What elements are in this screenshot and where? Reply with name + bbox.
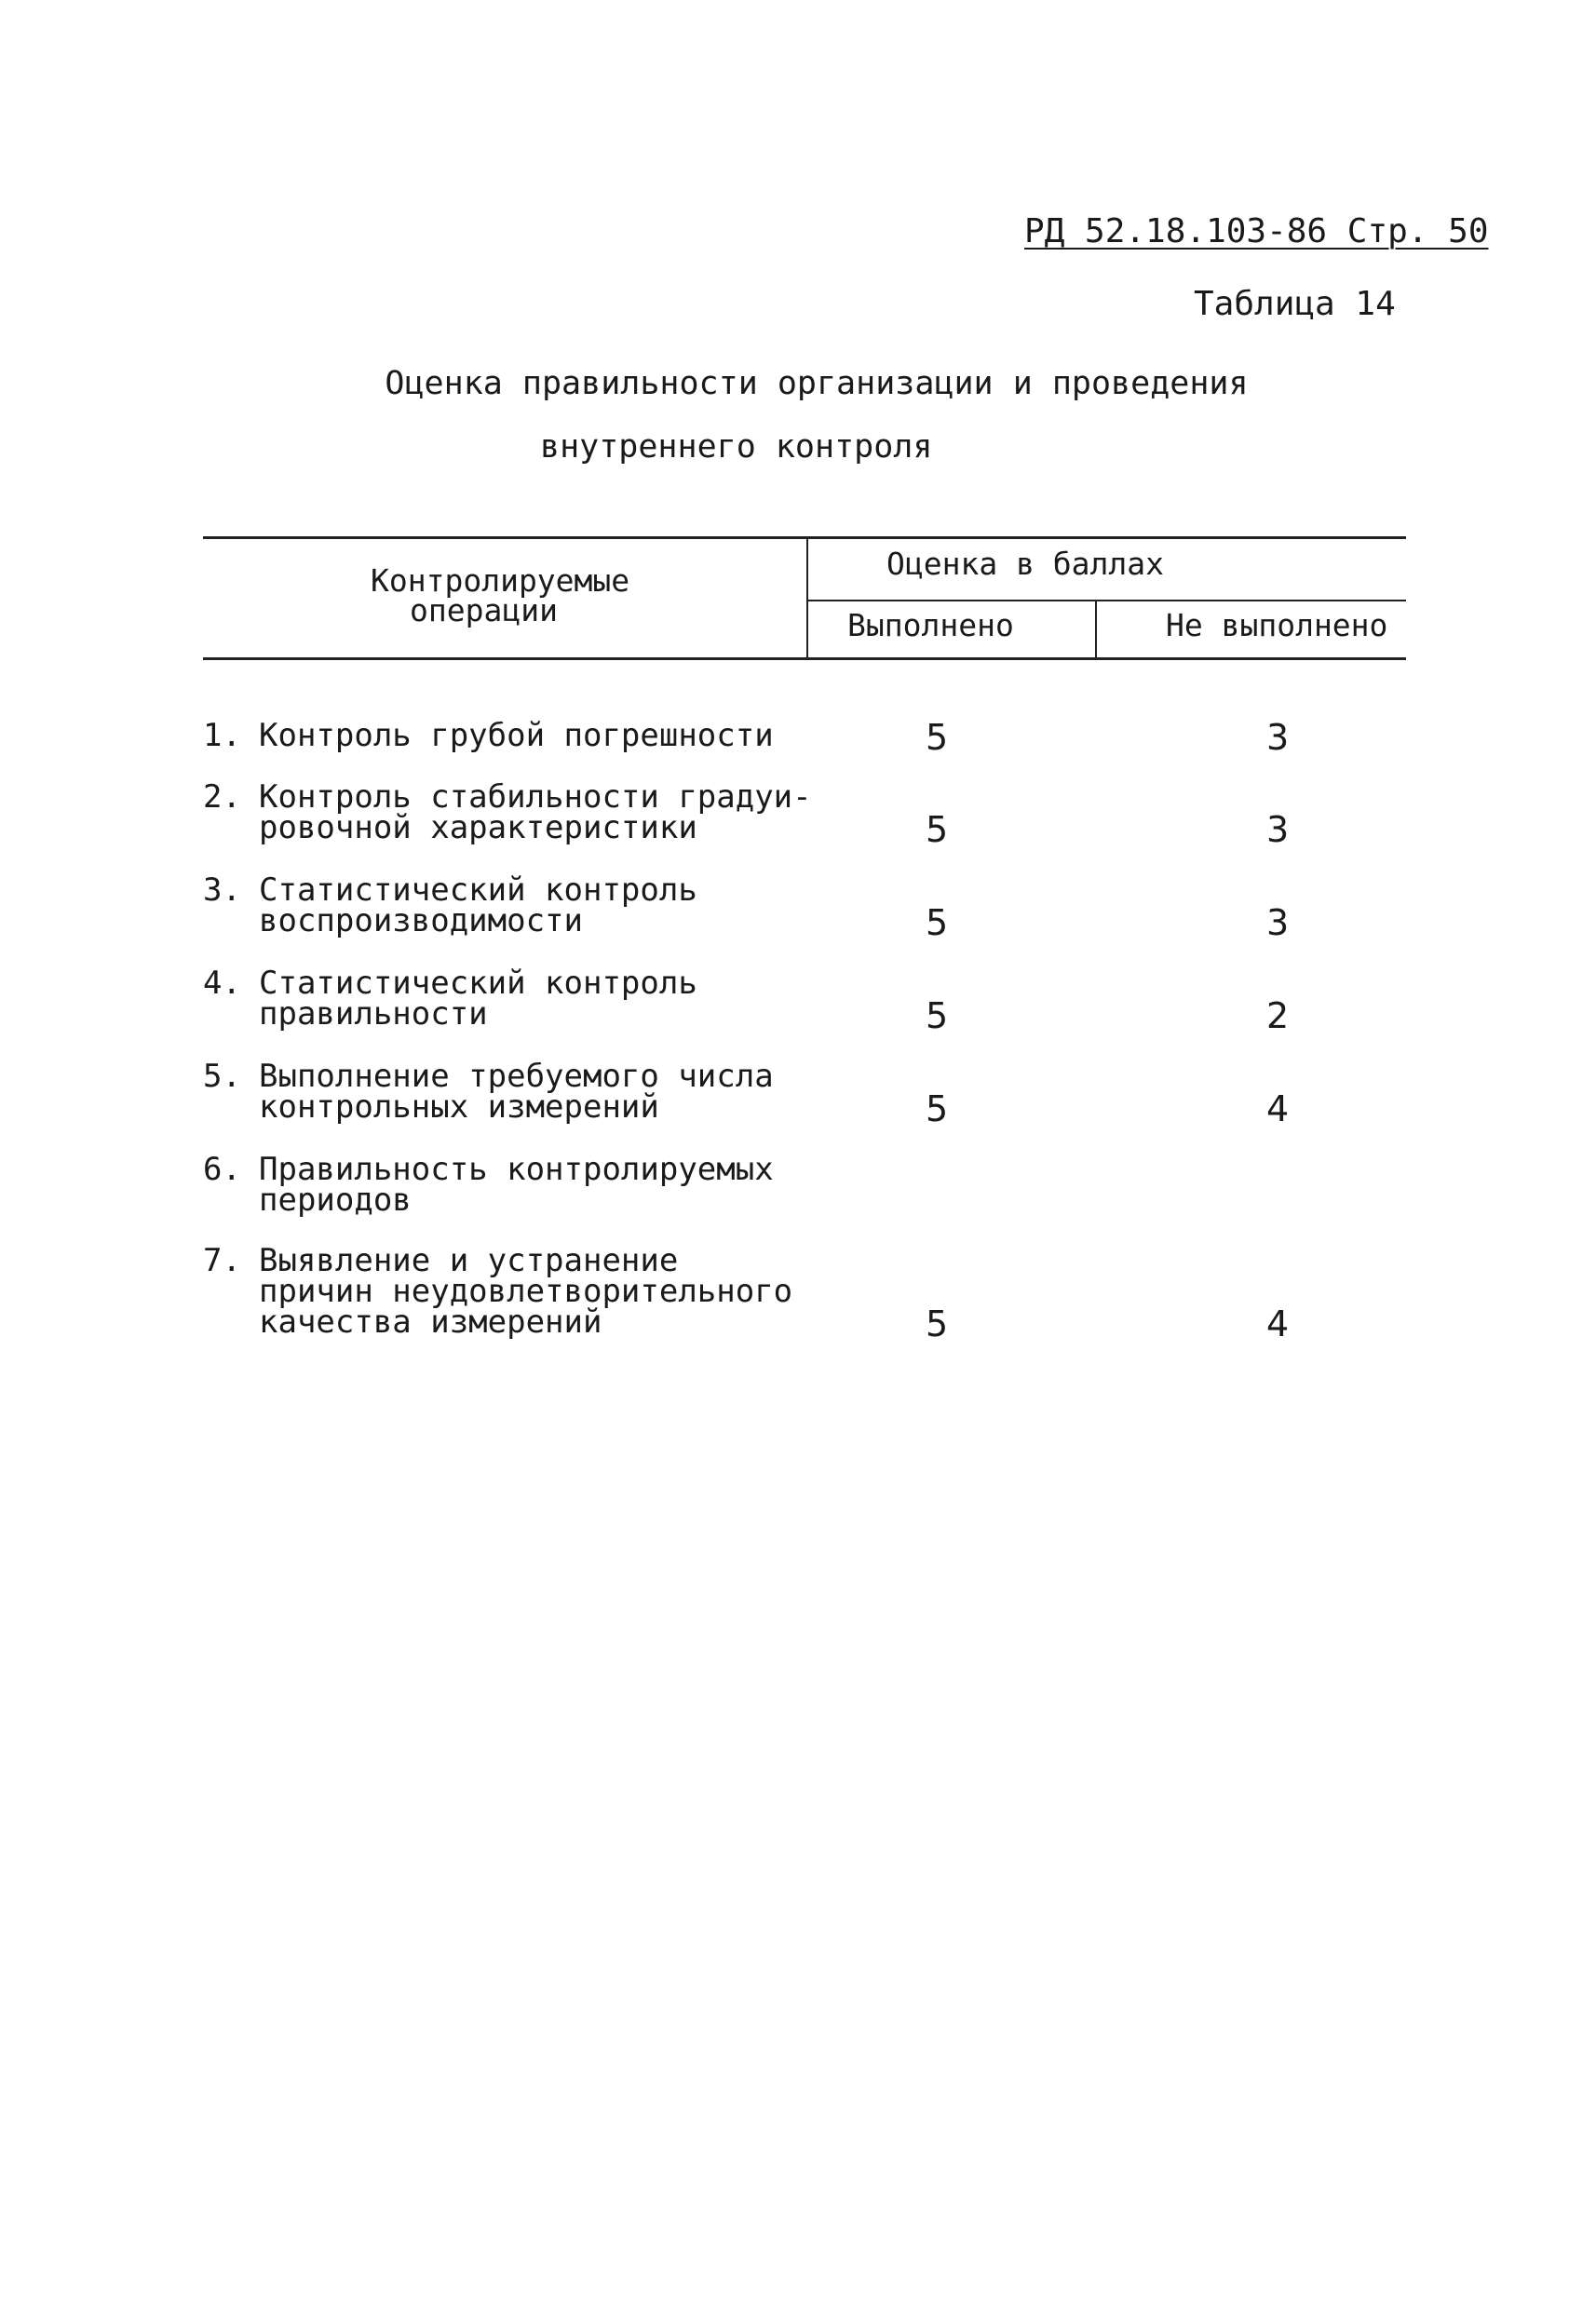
header-bottom-rule	[203, 657, 1406, 660]
score-group-rule	[808, 600, 1406, 601]
score-done: 5	[926, 1088, 949, 1129]
score-not-done: 3	[1266, 717, 1290, 758]
column-divider-operations	[806, 538, 808, 659]
table-title-line-2: внутреннего контроля	[540, 428, 933, 466]
header-operations-line-2: операции	[410, 592, 558, 628]
score-not-done: 3	[1266, 809, 1290, 850]
header-operations-line-1: Контролируемые	[371, 562, 630, 599]
row-operation-text: Выполнение требуемого числа	[259, 1058, 774, 1095]
score-done: 5	[926, 809, 949, 850]
row-number: 4.	[203, 965, 241, 1002]
row-number: 6.	[203, 1151, 241, 1188]
document-reference: РД 52.18.103-86 Стр. 50	[1024, 212, 1489, 250]
score-not-done: 4	[1266, 1088, 1290, 1129]
table-number-label: Таблица 14	[1194, 285, 1396, 323]
score-not-done: 4	[1266, 1303, 1290, 1344]
row-number: 1.	[203, 717, 241, 754]
row-operation-text: качества измерений	[259, 1303, 602, 1341]
score-done: 5	[926, 902, 949, 943]
row-operation-text: воспроизводимости	[259, 902, 583, 939]
score-not-done: 3	[1266, 902, 1290, 943]
score-done: 5	[926, 1303, 949, 1344]
row-number: 2.	[203, 778, 241, 816]
row-operation-text: причин неудовлетворительного	[259, 1273, 793, 1310]
row-operation-text: правильности	[259, 995, 488, 1033]
row-operation-text: ровочной характеристики	[259, 809, 697, 846]
header-done: Выполнено	[847, 607, 1014, 643]
row-operation-text: Статистический контроль	[259, 871, 697, 909]
row-operation-text: Контроль грубой погрешности	[259, 717, 774, 754]
header-score-group: Оценка в баллах	[886, 546, 1165, 582]
table-title-line-1: Оценка правильности организации и проведения	[385, 365, 1249, 402]
row-number: 7.	[203, 1242, 241, 1279]
row-number: 3.	[203, 871, 241, 909]
header-not-done: Не выполнено	[1166, 607, 1388, 643]
score-not-done: 2	[1266, 995, 1290, 1036]
row-operation-text: Правильность контролируемых	[259, 1151, 774, 1188]
row-operation-text: Контроль стабильности градуи-	[259, 778, 812, 816]
table-top-rule	[203, 536, 1406, 539]
column-divider-scores	[1095, 601, 1097, 659]
row-operation-text: Статистический контроль	[259, 965, 697, 1002]
score-done: 5	[926, 995, 949, 1036]
score-done: 5	[926, 717, 949, 758]
row-operation-text: контрольных измерений	[259, 1088, 659, 1126]
row-operation-text: периодов	[259, 1182, 412, 1219]
row-number: 5.	[203, 1058, 241, 1095]
row-operation-text: Выявление и устранение	[259, 1242, 679, 1279]
